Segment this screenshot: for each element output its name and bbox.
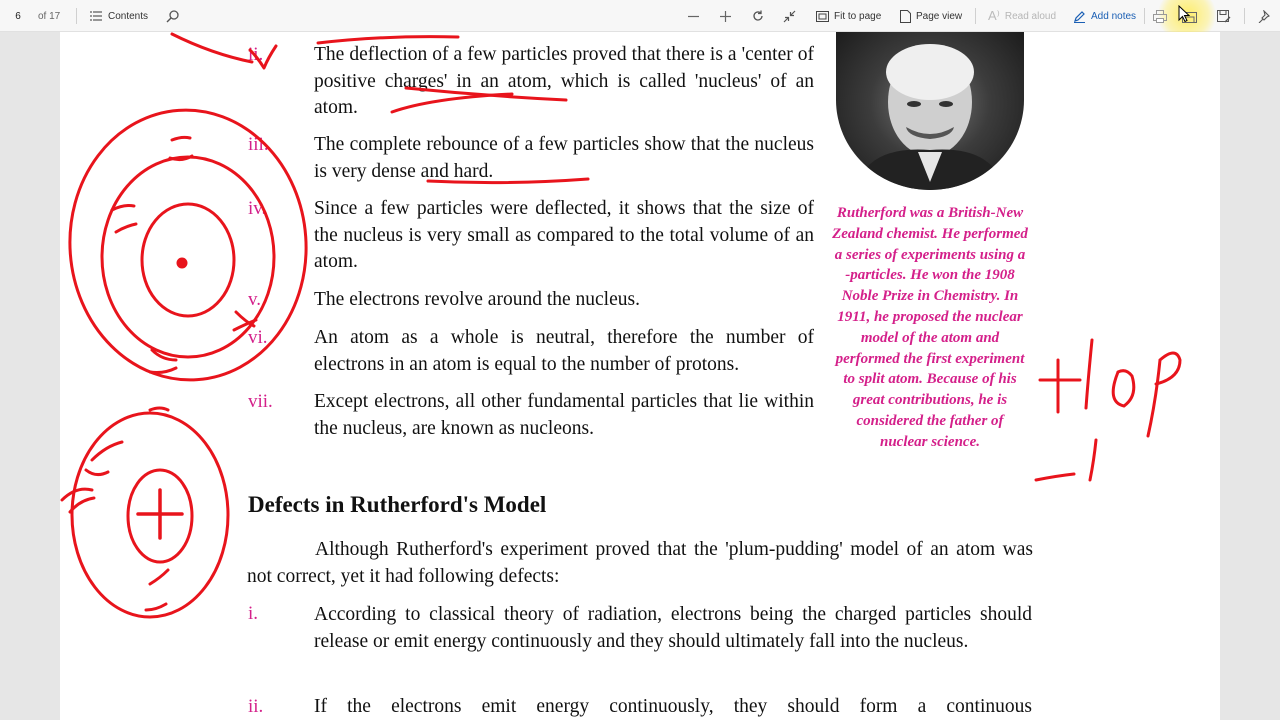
page-number-input[interactable]: 6	[15, 10, 21, 22]
fit-page-icon	[816, 11, 829, 22]
toolbar-divider	[975, 8, 976, 24]
item-number: i.	[248, 603, 259, 624]
mouse-cursor-icon	[1178, 0, 1190, 30]
add-notes-button[interactable]	[1073, 0, 1136, 32]
read-aloud-icon: A⁾	[988, 8, 1000, 23]
section-heading: Defects in Rutherford's Model	[248, 492, 547, 517]
collapse-arrows-icon	[783, 10, 796, 23]
page-view-label: Page view	[916, 10, 963, 22]
add-notes-label: Add notes	[1091, 10, 1137, 22]
save-as-button[interactable]	[1217, 0, 1231, 32]
page-count: of 17	[38, 10, 61, 22]
item-text: If the electrons emit energy continuously, they should form a continuous	[314, 696, 1032, 717]
save-as-icon	[1217, 10, 1231, 23]
contents-label: Contents	[108, 10, 149, 22]
item-text: An atom as a whole is neutral, therefore the number of electrons in an atom is equal to the number of protons.	[314, 327, 814, 375]
read-aloud-label: Read aloud	[1004, 10, 1057, 22]
toolbar-divider	[76, 8, 77, 24]
contents-button[interactable]	[90, 0, 148, 32]
plus-icon	[719, 10, 732, 23]
intro-paragraph: Although Rutherford's experiment proved that the 'plum-pudding' model of an atom was not correct, yet it had following defects:	[247, 539, 1033, 587]
item-text: The electrons revolve around the nucleus.	[314, 289, 640, 310]
pen-icon	[1073, 10, 1086, 23]
minus-icon	[687, 10, 700, 23]
item-number: iv.	[248, 198, 267, 219]
pdf-toolbar	[0, 0, 1280, 32]
pdf-page	[60, 32, 1220, 720]
item-number: v.	[248, 289, 262, 310]
search-icon	[166, 10, 179, 23]
item-number: ii.	[248, 44, 264, 65]
toolbar-divider	[1144, 8, 1145, 24]
rotate-icon	[751, 9, 765, 23]
read-aloud-button[interactable]	[988, 0, 1056, 32]
item-number: iii.	[248, 134, 269, 155]
item-number: vii.	[248, 391, 273, 412]
rotate-button[interactable]	[751, 0, 765, 32]
fullscreen-button[interactable]	[783, 0, 796, 32]
print-icon	[1153, 10, 1167, 23]
toolbar-divider	[1244, 8, 1245, 24]
item-text: According to classical theory of radiation, electrons being the charged particles should release or emit energy continuously and they should ultimately fall into the nucleus.	[314, 604, 1032, 652]
zoom-out-button[interactable]	[687, 0, 700, 32]
zoom-in-button[interactable]	[719, 0, 732, 32]
item-text: Since a few particles were deflected, it shows that the size of the nucleus is very small as compared to the total volume of an atom.	[314, 198, 814, 272]
page-icon	[900, 10, 911, 23]
search-button[interactable]	[166, 0, 179, 32]
item-number: vi.	[248, 327, 268, 348]
item-number: ii.	[248, 696, 264, 717]
rutherford-portrait	[836, 32, 1024, 190]
portrait-caption: Rutherford was a British-New Zealand chemist. He performed a series of experiments using a -particles. He won the 1908 Noble Prize in Chemistry. In 1911, he proposed the nuclear model of the atom and performed the first experiment to split atom. Because of his great contributions, he is considered the father of nuclear science.	[832, 205, 1028, 450]
item-text: The deflection of a few particles proved that there is a 'center of positive charges' in an atom, which is called 'nucleus' of an atom.	[314, 44, 814, 118]
fit-to-page-button[interactable]	[816, 0, 881, 32]
pin-button[interactable]	[1257, 0, 1270, 32]
pin-icon	[1257, 10, 1270, 23]
page-view-button[interactable]	[900, 0, 962, 32]
list-icon	[90, 11, 102, 21]
fit-to-page-label: Fit to page	[834, 10, 882, 22]
print-button[interactable]	[1153, 0, 1167, 32]
item-text: The complete rebounce of a few particles show that the nucleus is very dense and hard.	[314, 134, 814, 182]
item-text: Except electrons, all other fundamental particles that lie within the nucleus, are known as nucleons.	[314, 391, 814, 439]
